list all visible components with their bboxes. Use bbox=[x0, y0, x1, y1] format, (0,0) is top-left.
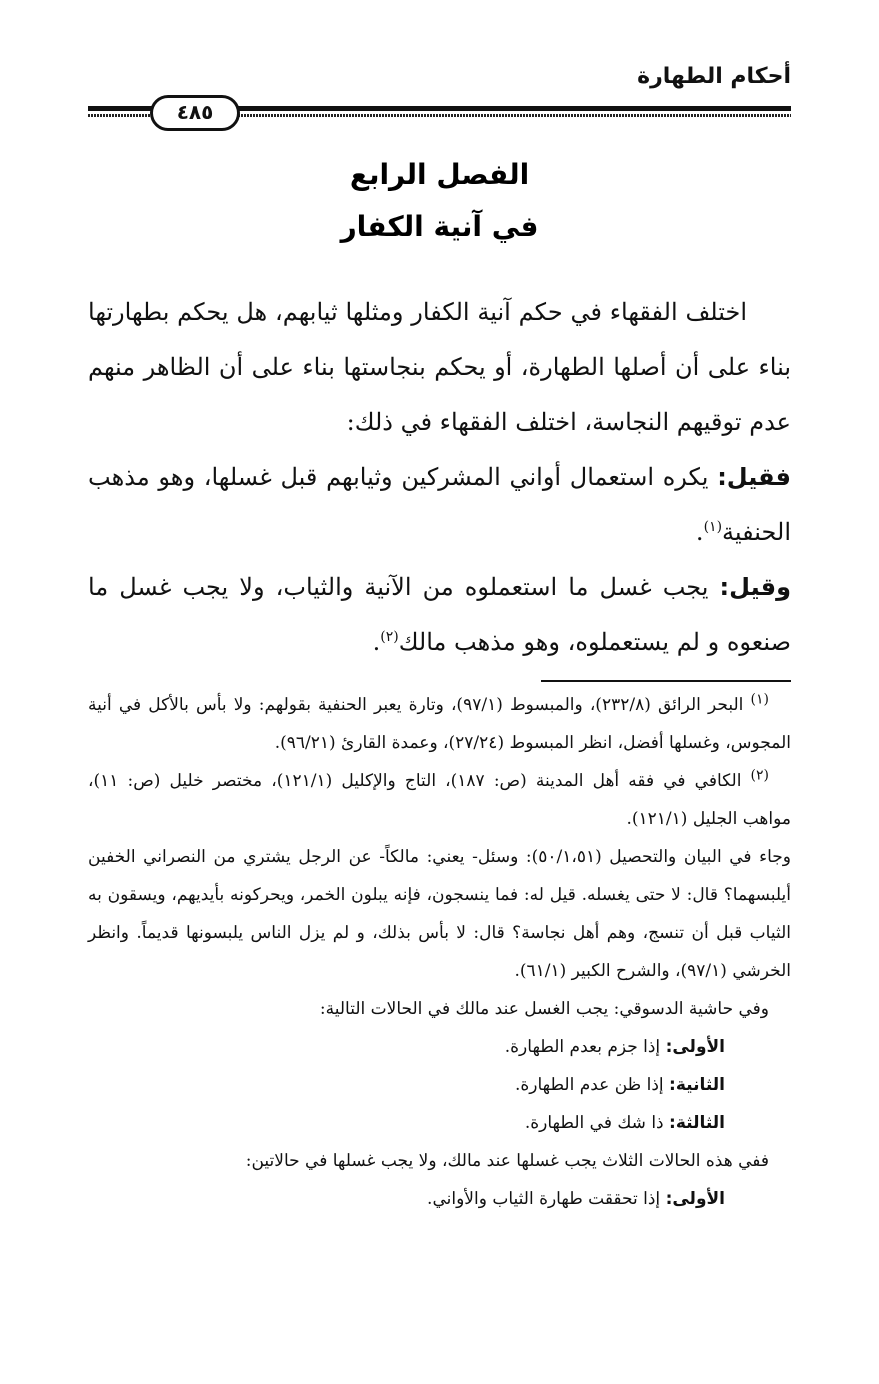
first-opinion-end: . bbox=[695, 518, 704, 546]
case-2-text: إذا ظن عدم الطهارة. bbox=[514, 1075, 670, 1095]
second-opinion-text: يجب غسل ما استعملوه من الآنية والثياب، ولا يجب غسل ما صنعوه و لم يستعملوه، وهو مذهب مالك bbox=[88, 573, 791, 656]
paragraph-intro: اختلف الفقهاء في حكم آنية الكفار ومثلها ثيابهم، هل يحكم بطهارتها بناء على أن أصلها الطهارة، أو يحكم بنجاستها بناء على أن الظاهر منهم عدم توقيهم النجاسة، اختلف الفقهاء في ذلك: bbox=[88, 298, 791, 436]
header-rule bbox=[88, 100, 791, 124]
footnote-2-summary: ففي هذه الحالات الثلاث يجب غسلها عند مالك، ولا يجب غسلها في حالاتين: bbox=[245, 1151, 769, 1171]
case-1-label: الأولى: bbox=[665, 1037, 725, 1057]
paragraph-first-opinion bbox=[88, 450, 791, 560]
case-1-text: إذا جزم بعدم الطهارة. bbox=[504, 1037, 666, 1057]
footnote-ref-2[interactable]: (٢) bbox=[380, 629, 399, 645]
case-4-label: الأولى: bbox=[665, 1189, 725, 1209]
page-number: ٤٨٥ bbox=[150, 95, 240, 131]
footnote-2 bbox=[88, 762, 791, 838]
footnote-2-text: الكافي في فقه أهل المدينة (ص: ١٨٧)، التاج والإكليل (١٢١/١)، مختصر خليل (ص: ١١)، مواهب الجليل (١٢١/١). bbox=[88, 771, 791, 829]
chapter-heading: الفصل الرابع bbox=[349, 158, 530, 191]
footnote-separator bbox=[541, 680, 791, 682]
footnote-1-marker: (١) bbox=[750, 691, 769, 708]
footnote-2-quote: وجاء في البيان والتحصيل (٥٠/١،٥١): وسئل- يعني: مالكاً- عن الرجل يشتري من النصراني الخفين أيلبسهما؟ قال: لا حتى يغسله. قيل له: فما ينسجون، فإنه يبلون الخمر، ويحركونه بأيديهم، ويسقون به الثياب قبل أن تنسج، وهم أهل نجاسة؟ قال: لا بأس بذلك، و لم يزل الناس يلبسونها قديماً. وانظر الخرشي (٩٧/١)، والشرح الكبير (٦١/١). bbox=[88, 847, 791, 981]
footnote-1 bbox=[88, 686, 791, 762]
second-opinion-label: وقيل: bbox=[719, 573, 791, 601]
footnote-2-dasuqi: وفي حاشية الدسوقي: يجب الغسل عند مالك في الحالات التالية: bbox=[319, 999, 769, 1019]
first-opinion-text: يكره استعمال أواني المشركين وثيابهم قبل غسلها، وهو مذهب الحنفية bbox=[88, 463, 791, 546]
case-item-2 bbox=[88, 1066, 791, 1104]
case-item-3 bbox=[88, 1104, 791, 1142]
case-4-text: إذا تحققت طهارة الثياب والأواني. bbox=[427, 1189, 666, 1209]
case-item-1 bbox=[88, 1028, 791, 1066]
footnote-1-text: البحر الرائق (٢٣٢/٨)، والمبسوط (٩٧/١)، وتارة يعبر الحنفية بقولهم: ولا بأس بالأكل في أنية المجوس، وغسلها أفضل، انظر المبسوط (٢٧/٢٤)، وعمدة القارئ (٩٦/٢١). bbox=[88, 695, 791, 753]
running-title: أحكام الطهارة bbox=[637, 64, 791, 89]
footnote-ref-1[interactable]: (١) bbox=[703, 519, 723, 535]
body-text bbox=[88, 285, 791, 670]
case-2-label: الثانية: bbox=[669, 1075, 725, 1095]
second-opinion-end: . bbox=[372, 628, 381, 656]
footnotes bbox=[88, 686, 791, 1218]
paragraph-second-opinion bbox=[88, 560, 791, 670]
first-opinion-label: فقيل: bbox=[717, 463, 791, 491]
case-item-4 bbox=[88, 1180, 791, 1218]
topic-heading: في آنية الكفار bbox=[340, 210, 539, 243]
case-3-label: الثالثة: bbox=[669, 1113, 725, 1133]
case-3-text: ذا شك في الطهارة. bbox=[524, 1113, 670, 1133]
footnote-2-marker: (٢) bbox=[750, 767, 769, 784]
